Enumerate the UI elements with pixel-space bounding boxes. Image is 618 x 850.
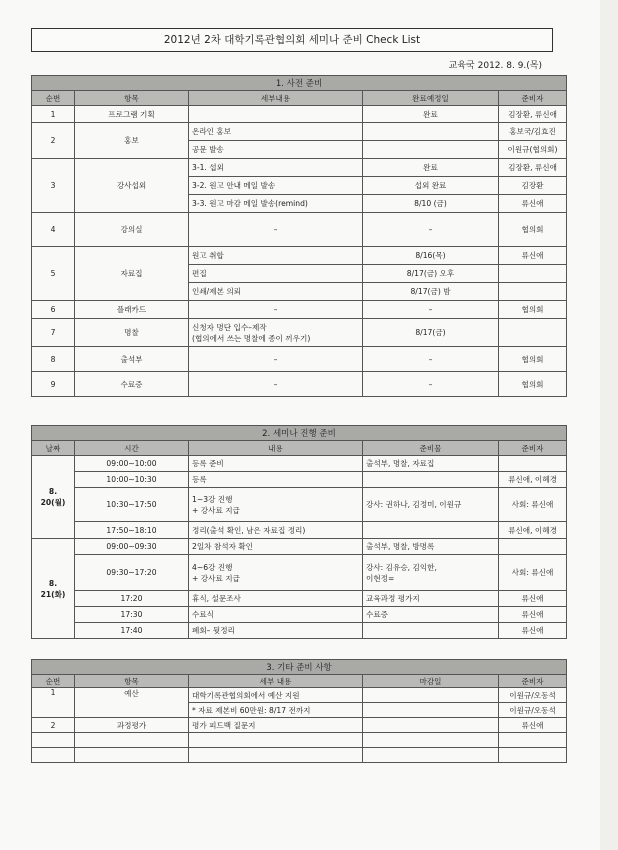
table-cell: 협의회: [499, 301, 567, 319]
table-cell: 출석부, 명찰, 자료집: [363, 456, 499, 472]
col-header: 마감일: [363, 675, 499, 688]
table-row: [32, 159, 567, 177]
table-cell: 정리(출석 확인, 남은 자료집 정리): [189, 522, 363, 539]
table-cell: 섭외 완료: [363, 177, 499, 195]
table-cell: 3-1. 섭외: [189, 159, 363, 177]
table-cell: –: [363, 347, 499, 372]
date-line: 8.: [48, 578, 58, 588]
date-cell: [32, 456, 75, 539]
empty-cell: [363, 733, 499, 748]
table-cell: 협의회: [499, 213, 567, 247]
empty-cell: [499, 733, 567, 748]
table-cell: 이원규(협의회): [499, 141, 567, 159]
table-cell: 수료증: [363, 607, 499, 623]
col-header: 세부 내용: [189, 675, 363, 688]
table-cell: 명찰: [75, 319, 189, 347]
table-cell: 4: [32, 213, 75, 247]
section1-table: [31, 75, 567, 397]
table-cell: –: [363, 372, 499, 397]
cell-line: 신청자 명단 입수–제작: [192, 322, 267, 332]
table-cell: 류신애: [499, 718, 567, 733]
table-cell: 류신애, 이혜경: [499, 472, 567, 488]
table-row: [32, 372, 567, 397]
table-cell: 평가 피드백 질문지: [189, 718, 363, 733]
table-cell: –: [189, 301, 363, 319]
table-cell: * 자료 제본비 60만원: 8/17 전까지: [189, 703, 363, 718]
date-line: 20(월): [40, 498, 66, 507]
table-cell: [189, 555, 363, 591]
table-cell: 8/17(금) 밤: [363, 283, 499, 301]
table-row: [32, 456, 567, 472]
table-row: [32, 591, 567, 607]
col-header: 순번: [32, 675, 75, 688]
cell-line: + 강사료 지급: [192, 505, 240, 515]
section3-header-row: [32, 675, 567, 688]
table-row: [32, 247, 567, 265]
table-cell: 류신애: [499, 195, 567, 213]
col-header: 내용: [189, 441, 363, 456]
table-cell: 09:00~10:00: [75, 456, 189, 472]
table-cell: 이원규/오동석: [499, 688, 567, 703]
col-header: 준비자: [499, 675, 567, 688]
table-cell: 자료집: [75, 247, 189, 301]
table-row: [32, 472, 567, 488]
table-cell: 예산: [75, 688, 189, 718]
document-subtitle: 교육국 2012. 8. 9.(목): [448, 61, 542, 71]
col-header: 준비자: [499, 441, 567, 456]
section1-title: 1. 사전 준비: [32, 76, 567, 91]
table-row: [32, 123, 567, 141]
date-cell: [32, 539, 75, 639]
empty-cell: [75, 748, 189, 763]
cell-line: 4~6강 진행: [192, 562, 233, 572]
table-cell: 강사: 권하나, 김정미, 이원규: [363, 488, 499, 522]
table-cell: [363, 522, 499, 539]
table-row: [32, 539, 567, 555]
col-header: 완료예정일: [363, 91, 499, 106]
date-line: 8.: [48, 487, 58, 496]
table-row: [32, 488, 567, 522]
table-cell: [363, 141, 499, 159]
table-cell: 플래카드: [75, 301, 189, 319]
table-row: [32, 319, 567, 347]
table-cell: 홍보: [75, 123, 189, 159]
empty-cell: [32, 748, 75, 763]
empty-cell: [32, 733, 75, 748]
table-cell: 3-3. 원고 마감 메일 발송(remind): [189, 195, 363, 213]
table-cell: 출석부, 명찰, 방명록: [363, 539, 499, 555]
table-cell: –: [189, 347, 363, 372]
table-cell: 강의실: [75, 213, 189, 247]
table-cell: 대학기록관협의회에서 예산 지원: [189, 688, 363, 703]
col-header: 날짜: [32, 441, 75, 456]
section3-table: [31, 659, 567, 763]
table-cell: 류신애: [499, 623, 567, 639]
table-cell: 류신애: [499, 247, 567, 265]
table-cell: 8/16(목): [363, 247, 499, 265]
table-cell: [499, 283, 567, 301]
table-cell: 9: [32, 372, 75, 397]
table-cell: 김장환: [499, 177, 567, 195]
table-cell: 폐회– 뒷정리: [189, 623, 363, 639]
table-cell: 편집: [189, 265, 363, 283]
table-cell: [363, 472, 499, 488]
table-cell: 10:30~17:50: [75, 488, 189, 522]
col-header: 순번: [32, 91, 75, 106]
table-cell: 온라인 홍보: [189, 123, 363, 141]
table-cell: 사회: 류신애: [499, 555, 567, 591]
table-cell: 출석부: [75, 347, 189, 372]
table-cell: 강사섭외: [75, 159, 189, 213]
table-cell: [499, 539, 567, 555]
table-row: [32, 347, 567, 372]
table-cell: 완료: [363, 106, 499, 123]
empty-cell: [75, 733, 189, 748]
table-cell: 김장환, 류신애: [499, 159, 567, 177]
table-cell: 이원규/오동석: [499, 703, 567, 718]
table-row: [32, 748, 567, 763]
table-cell: 류신애: [499, 591, 567, 607]
date-line: 21(화): [40, 589, 66, 599]
table-cell: 류신애, 이혜경: [499, 522, 567, 539]
table-cell: 휴식, 설문조사: [189, 591, 363, 607]
table-row: [32, 623, 567, 639]
table-cell: 17:50~18:10: [75, 522, 189, 539]
table-cell: 7: [32, 319, 75, 347]
table-row: [32, 607, 567, 623]
table-row: [32, 688, 567, 703]
table-cell: 8/10 (금): [363, 195, 499, 213]
table-cell: [189, 488, 363, 522]
section3-title-row: [32, 660, 567, 675]
table-cell: 인쇄/제본 의뢰: [189, 283, 363, 301]
table-cell: –: [363, 301, 499, 319]
section2-title-row: [32, 426, 567, 441]
section2-title: 2. 세미나 진행 준비: [32, 426, 567, 441]
table-cell: 프로그램 기획: [75, 106, 189, 123]
section2-table: [31, 425, 567, 639]
table-cell: 09:30~17:20: [75, 555, 189, 591]
empty-cell: [499, 748, 567, 763]
table-cell: 등록 준비: [189, 456, 363, 472]
table-cell: 10:00~10:30: [75, 472, 189, 488]
cell-line: 강사: 김유승, 김익한,: [366, 562, 437, 572]
table-row: [32, 301, 567, 319]
table-cell: 홍보국/김효진: [499, 123, 567, 141]
table-cell: 수료증: [75, 372, 189, 397]
col-header: 시간: [75, 441, 189, 456]
table-cell: [363, 623, 499, 639]
col-header: 세부내용: [189, 91, 363, 106]
cell-line: 1~3강 진행: [192, 494, 233, 504]
table-cell: 2일차 참석자 확인: [189, 539, 363, 555]
table-cell: 2: [32, 718, 75, 733]
table-cell: 수료식: [189, 607, 363, 623]
table-row: [32, 733, 567, 748]
table-cell: [499, 265, 567, 283]
table-cell: 등록: [189, 472, 363, 488]
col-header: 준비물: [363, 441, 499, 456]
table-cell: 류신애: [499, 607, 567, 623]
col-header: 항목: [75, 91, 189, 106]
table-cell: 과정평가: [75, 718, 189, 733]
empty-cell: [363, 748, 499, 763]
table-cell: 공문 발송: [189, 141, 363, 159]
table-cell: 5: [32, 247, 75, 301]
table-cell: 완료: [363, 159, 499, 177]
empty-cell: [189, 733, 363, 748]
table-cell: 17:20: [75, 591, 189, 607]
table-cell: [189, 319, 363, 347]
table-cell: 8: [32, 347, 75, 372]
table-cell: 1: [32, 106, 75, 123]
section2-header-row: [32, 441, 567, 456]
table-cell: [363, 703, 499, 718]
table-cell: 협의회: [499, 372, 567, 397]
document-title: 2012년 2차 대학기록관협의회 세미나 준비 Check List: [31, 28, 553, 52]
cell-line: + 강사료 지급: [192, 573, 240, 583]
table-cell: –: [363, 213, 499, 247]
table-cell: 원고 취합: [189, 247, 363, 265]
table-row: [32, 106, 567, 123]
cell-line: 이현정=: [366, 573, 395, 583]
table-cell: [499, 456, 567, 472]
table-cell: 김장환, 류신애: [499, 106, 567, 123]
table-row: [32, 522, 567, 539]
table-row: [32, 718, 567, 733]
table-cell: 17:40: [75, 623, 189, 639]
table-cell: [363, 688, 499, 703]
table-cell: 8/17(금) 오후: [363, 265, 499, 283]
section1-header-row: [32, 91, 567, 106]
col-header: 항목: [75, 675, 189, 688]
table-cell: 1: [32, 688, 75, 718]
table-cell: [363, 718, 499, 733]
cell-line: (협의에서 쓰는 명찰에 종이 끼우기): [192, 333, 311, 343]
section3-title: 3. 기타 준비 사항: [32, 660, 567, 675]
table-cell: 3: [32, 159, 75, 213]
table-cell: 3-2. 원고 안내 메일 발송: [189, 177, 363, 195]
section1-title-row: [32, 76, 567, 91]
table-cell: 09:00~09:30: [75, 539, 189, 555]
table-cell: [363, 123, 499, 141]
table-cell: [363, 555, 499, 591]
table-cell: 사회: 류신애: [499, 488, 567, 522]
table-row: [32, 213, 567, 247]
empty-cell: [189, 748, 363, 763]
table-row: [32, 555, 567, 591]
table-cell: –: [189, 372, 363, 397]
table-cell: 8/17(금): [363, 319, 499, 347]
col-header: 준비자: [499, 91, 567, 106]
table-cell: 6: [32, 301, 75, 319]
table-cell: [189, 106, 363, 123]
table-cell: 교육과정 평가지: [363, 591, 499, 607]
table-cell: 17:30: [75, 607, 189, 623]
table-cell: [499, 319, 567, 347]
table-cell: 협의회: [499, 347, 567, 372]
table-cell: –: [189, 213, 363, 247]
table-cell: 2: [32, 123, 75, 159]
